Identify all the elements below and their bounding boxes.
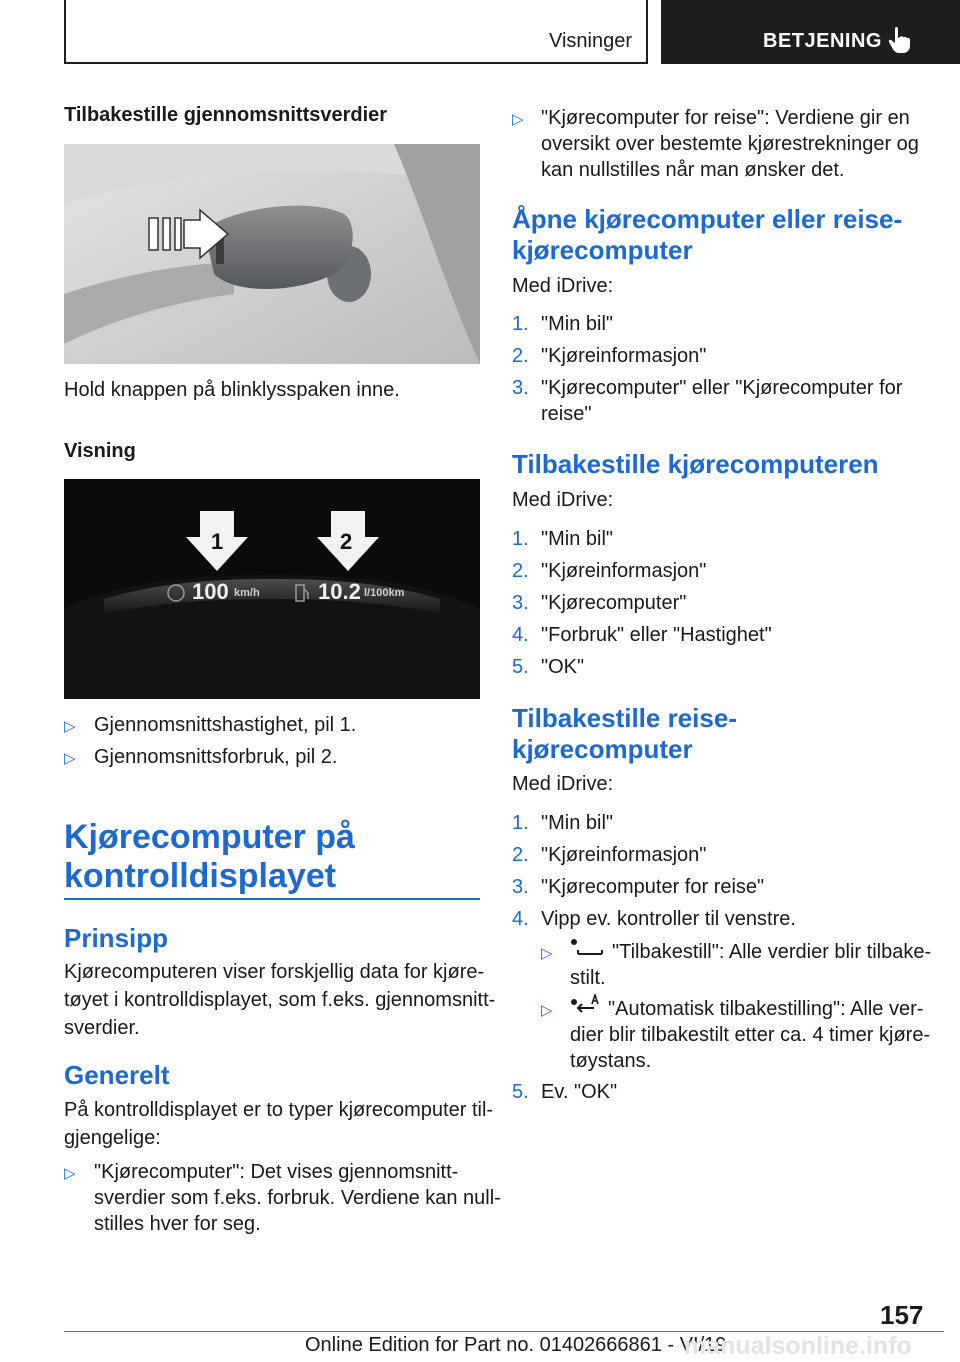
step-text: Ev. "OK" [541, 1081, 618, 1103]
header-section-title: Visninger [548, 30, 632, 52]
step-number: 1. [512, 313, 529, 335]
sub-bullet-2-line-1: "Automatisk tilbakestilling": Alle ver- [608, 998, 924, 1020]
list-item [512, 104, 524, 134]
general-line-1: På kontrolldisplayet er to typer kjørecomputer til- [64, 1099, 494, 1121]
sub-bullet-1-line-1: "Tilbakestill": Alle verdier blir tilbake- [612, 941, 932, 963]
principle-heading: Prinsipp [64, 923, 169, 953]
open-intro: Med iDrive: [512, 275, 614, 297]
display-heading: Visning [64, 440, 136, 462]
step-text: "Min bil" [541, 313, 613, 335]
step-text: "Min bil" [541, 528, 613, 550]
reset-intro: Med iDrive: [512, 489, 614, 511]
step-text: "Kjørecomputer for reise" [541, 876, 765, 898]
list-item [64, 1158, 76, 1188]
triangle-bullet-icon: ▷ [64, 1165, 76, 1182]
list-item [64, 711, 357, 741]
title-rule [64, 898, 480, 900]
reset-symbol-icon [570, 938, 604, 958]
average-speed-unit: km/h [234, 587, 260, 599]
bullet-text: Gjennomsnittshastighet, pil 1. [94, 714, 357, 736]
step-number: 4. [512, 624, 529, 646]
hand-pointer-icon [887, 26, 913, 54]
instrument-display-image [64, 479, 480, 699]
principle-line-2: tøyet i kontrolldisplayet, som f.eks. gjennomsnitt- [64, 989, 496, 1011]
main-title-line-2: kontrolldisplayet [64, 857, 337, 895]
general-line-2: gjengelige: [64, 1127, 161, 1149]
trip-bullet-line-3: kan nullstilles når man ønsker det. [541, 159, 845, 181]
step-text: "Kjøreinformasjon" [541, 844, 707, 866]
header-chapter-tab[interactable] [661, 0, 960, 64]
footer-edition: Online Edition for Part no. 01402666861 - VI/19 [305, 1334, 727, 1356]
image1-caption: Hold knappen på blinklysspaken inne. [64, 379, 400, 401]
average-speed-value: 100 [192, 579, 229, 604]
sub-bullet-1-line-2: stilt. [570, 967, 606, 989]
bullet-text: Gjennomsnittsforbruk, pil 2. [94, 746, 338, 768]
list-item [64, 743, 338, 773]
step-text: "Min bil" [541, 812, 613, 834]
principle-line-1: Kjørecomputeren viser forskjellig data for kjøre- [64, 961, 485, 983]
trip-intro: Med iDrive: [512, 773, 614, 795]
general-heading: Generelt [64, 1060, 170, 1090]
reset-averages-heading: Tilbakestille gjennomsnittsverdier [64, 104, 388, 126]
step-number: 4. [512, 908, 529, 930]
step-number: 2. [512, 844, 529, 866]
turn-signal-lever-illustration [64, 144, 480, 364]
display-arrow-2-label: 2 [340, 529, 353, 554]
step-number: 5. [512, 656, 529, 678]
auto-reset-symbol-icon [570, 994, 602, 1016]
step-text: "Kjøreinformasjon" [541, 560, 707, 582]
trip-reset-heading-line-1: Tilbakestille reise- [512, 703, 737, 733]
average-consumption-value: 10.2 [318, 579, 361, 604]
general-bullet-line-3: stilles hver for seg. [94, 1213, 261, 1235]
triangle-bullet-icon: ▷ [64, 718, 76, 735]
turn-signal-lever-drawing [64, 144, 480, 364]
list-item [541, 995, 553, 1025]
step-text-cont: reise" [541, 403, 592, 425]
general-bullet-line-1: "Kjørecomputer": Det vises gjennomsnitt- [94, 1161, 459, 1183]
step-text: Vipp ev. kontroller til venstre. [541, 908, 796, 930]
step-number: 2. [512, 560, 529, 582]
step-text: "OK" [541, 656, 585, 678]
step-number: 3. [512, 592, 529, 614]
open-computer-heading-line-2: kjørecomputer [512, 235, 693, 265]
step-number: 2. [512, 345, 529, 367]
step-text: "Forbruk" eller "Hastighet" [541, 624, 772, 646]
list-item [541, 938, 553, 968]
triangle-bullet-icon: ▷ [541, 945, 553, 962]
step-text: "Kjørecomputer" eller "Kjørecomputer for [541, 377, 903, 399]
step-text: "Kjøreinformasjon" [541, 345, 707, 367]
principle-line-3: sverdier. [64, 1017, 140, 1039]
sub-bullet-2-line-2: dier blir tilbakestilt etter ca. 4 timer kjøre- [570, 1024, 931, 1046]
step-number: 5. [512, 1081, 529, 1103]
step-number: 3. [512, 876, 529, 898]
average-consumption-unit: l/100km [364, 587, 405, 599]
triangle-bullet-icon: ▷ [64, 750, 76, 767]
trip-bullet-line-1: "Kjørecomputer for reise": Verdiene gir en [541, 107, 910, 129]
general-bullet-line-2: sverdier som f.eks. forbruk. Verdiene kan null- [94, 1187, 501, 1209]
trip-reset-heading-line-2: kjørecomputer [512, 734, 693, 764]
reset-computer-heading: Tilbakestille kjørecomputeren [512, 449, 879, 479]
trip-bullet-line-2: oversikt over bestemte kjørestrekninger og [541, 133, 919, 155]
instrument-display-drawing [64, 479, 480, 699]
header-section-box [64, 0, 648, 64]
step-number: 1. [512, 812, 529, 834]
step-number: 1. [512, 528, 529, 550]
step-number: 3. [512, 377, 529, 399]
step-text: "Kjørecomputer" [541, 592, 687, 614]
display-arrow-1-label: 1 [211, 529, 224, 554]
watermark: manualsonline.info [684, 1332, 912, 1360]
triangle-bullet-icon: ▷ [512, 111, 524, 128]
main-title-line-1: Kjørecomputer på [64, 818, 355, 856]
open-computer-heading-line-1: Åpne kjørecomputer eller reise- [512, 204, 903, 234]
header-chapter-title: BETJENING [763, 30, 882, 52]
triangle-bullet-icon: ▷ [541, 1002, 553, 1019]
sub-bullet-2-line-3: tøystans. [570, 1050, 652, 1072]
page-number: 157 [880, 1300, 924, 1330]
